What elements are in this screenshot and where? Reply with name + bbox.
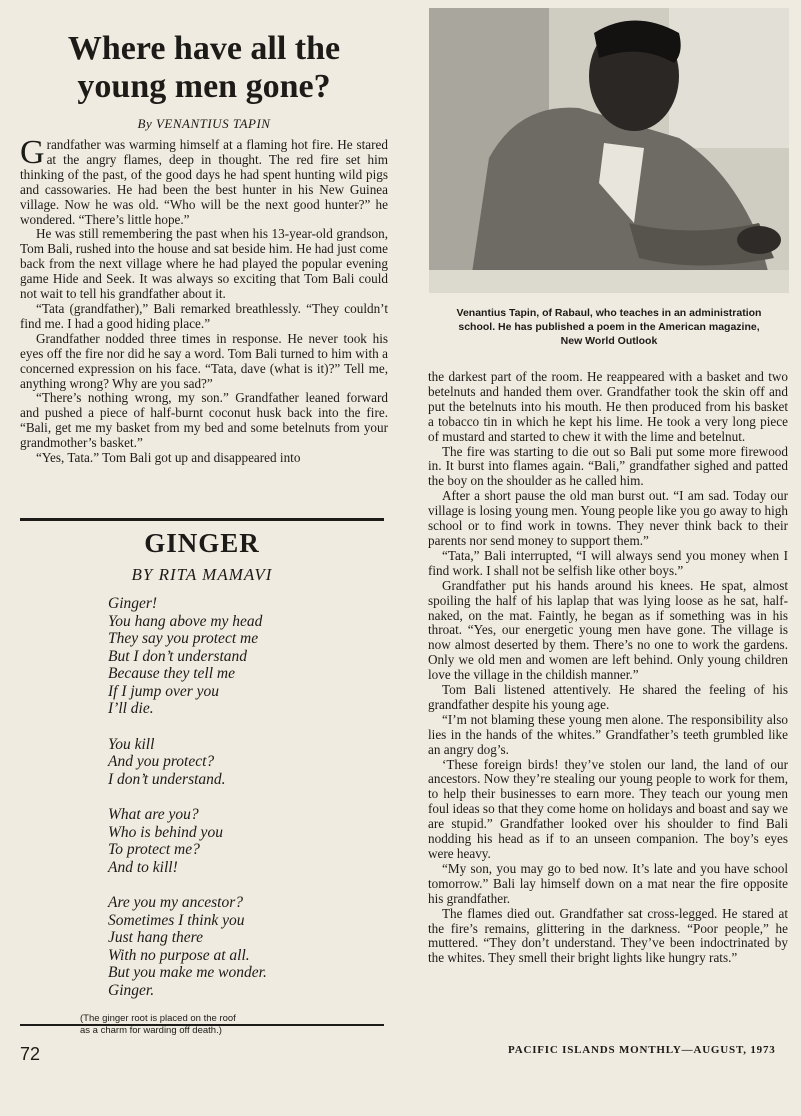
poem-bottom-rule: [20, 1024, 384, 1026]
article-paragraph: He was still remembering the past when his 13-year-old grandson, Tom Bali, rushed into the house and sat beside him. He had just come back from the next village where he had played the popular evening game Hide and Seek. It was always so exciting that Tom Bali could not wait to tell his grandfather about it.: [20, 226, 388, 302]
article-paragraph: “Tata,” Bali interrupted, “I will always send you money when I find work. I shall not be selfish like other boys.”: [428, 547, 788, 578]
article-paragraph: “Tata (grandfather),” Bali remarked breathlessly. “They couldn’t find me. I had a good hiding place.”: [20, 300, 388, 331]
running-footer: PACIFIC ISLANDS MONTHLY—AUGUST, 1973: [508, 1044, 776, 1056]
article-paragraph: “I’m not blaming these young men alone. The responsibility also lies in the hands of the whites.” Grandfather’s teeth grumbled like an angry dog’s.: [428, 711, 788, 757]
poem-stanza: [108, 595, 384, 718]
poem-line: With no purpose at all.: [108, 946, 250, 964]
poem-stanza: [108, 736, 384, 789]
poem-stanza: [108, 806, 384, 876]
poem-author: BY RITA MAMAVI: [131, 565, 273, 584]
photo-caption-line: school. He has published a poem in the American magazine,: [458, 321, 760, 333]
poem-line: I don’t understand.: [108, 770, 226, 788]
poem-box: [20, 528, 384, 1037]
poem-text: [108, 595, 384, 999]
article-paragraph: Grandfather nodded three times in response. He never took his eyes off the fire nor did he say a word. Tom Bali turned to him with a concerned expression on his face. “Tata, dave (what is it)?” Tell me, anything wrong? Why are you sad?”: [20, 330, 388, 391]
poem-line: Sometimes I think you: [108, 911, 245, 929]
article-paragraph: “Yes, Tata.” Tom Bali got up and disappeared into: [36, 450, 301, 466]
article-paragraph: After a short pause the old man burst out. “I am sad. Today our village is losing young men. Young people like you go away to high school or to find work in towns. They never think back to their parents nor send money to support them.”: [428, 488, 788, 548]
article-paragraph: Tom Bali listened attentively. He shared the feeling of his grandfather despite his young age.: [428, 682, 788, 712]
poem-line: But I don’t understand: [108, 647, 248, 665]
poem-line: Ginger.: [108, 981, 155, 999]
poem-line: Are you my ancestor?: [108, 894, 244, 911]
poem-footnote-line: (The ginger root is placed on the roof: [80, 1013, 236, 1024]
poem-line: Because they tell me: [108, 665, 235, 682]
article-left-column: [20, 30, 388, 466]
poem-line: They say you protect me: [108, 630, 259, 647]
poem-title: GINGER: [144, 528, 260, 558]
article-title: [20, 30, 388, 106]
poem-line: What are you?: [108, 806, 199, 823]
article-paragraph: “My son, you may go to bed now. It’s late and you have school tomorrow.” Bali lay himself down on a mat near the fire opposite his grandfather.: [428, 860, 788, 906]
poem-top-rule: [20, 518, 384, 521]
photo-caption-line: Venantius Tapin, of Rabaul, who teaches in an administration: [456, 307, 762, 319]
poem-line: You hang above my head: [108, 612, 263, 630]
article-body-left: [20, 134, 388, 466]
article-paragraph: ‘These foreign birds! they’ve stolen our land, the land of our ancestors. Now they’re stealing our young people to work for them, to help their businesses to earn more. They teach our young men foul ideas so that they come home on holidays and boast and say we are stupid.” Grandfather looked over his shoulder to find Bali nodding his head as if to an unseen companion. The boy’s eyes were heavy.: [428, 756, 789, 861]
article-paragraph: Grandfather was warming himself at a flaming hot fire. He stared at the angry flames, deep in thought. The red fire set him thinking of the past, of the good days he had spent hunting wild pigs and cassowaries. He had been the best hunter in his New Guinea village. Now he was old. “Who will be the next good hunter?” he wondered. “There’s little hope.”: [20, 134, 388, 227]
poem-line: Ginger!: [108, 595, 158, 612]
poem-footnote-line: as a charm for warding off death.): [80, 1025, 222, 1036]
poem-line: But you make me wonder.: [108, 964, 267, 981]
photo-caption: [425, 306, 793, 348]
photo-caption-line: New World Outlook: [560, 335, 658, 347]
poem-line: Who is behind you: [108, 823, 223, 841]
poem-stanza: [108, 894, 384, 999]
article-paragraph: The fire was starting to die out so Bali put some more firewood in. It burst into flames again. “Bali,” grandfather sighed and patted the boy on the shoulder as he called him.: [428, 443, 788, 489]
author-photo-illustration: [429, 8, 789, 293]
article-paragraph: the darkest part of the room. He reappeared with a basket and two betelnuts and handed them over. Grandfather took the skin off and put the betelnuts into his mouth. He then produced from his basket a tobacco tin in which he kept his lime. He took a very long piece of mustard and started to chew it with the lime and betelnut.: [428, 369, 788, 444]
page-number: 72: [20, 1044, 41, 1064]
article-paragraph: “There’s nothing wrong, my son.” Grandfather leaned forward and pushed a piece of half-burnt coconut husk back into the fire. “Bali, get me my basket from my bed and some betelnuts from your grandmother’s basket.”: [20, 390, 388, 451]
poem-line: To protect me?: [108, 841, 200, 858]
poem-line: And to kill!: [108, 858, 178, 876]
article-byline: By VENANTIUS TAPIN: [137, 116, 271, 131]
article-right-column: [428, 370, 788, 966]
drop-cap: G: [20, 134, 45, 171]
poem-line: And you protect?: [108, 753, 215, 770]
poem-line: Just hang there: [108, 929, 203, 946]
article-paragraph: The flames died out. Grandfather sat cross-legged. He stared at the fire’s remains, glittering in the darkness. “Poor people,” he muttered. “They don’t understand. They’ve been indoctrinated by the whites. They smell their bright lights like hungry rats.”: [428, 905, 788, 966]
poem-line: You kill: [108, 735, 155, 753]
article-title-line1: Where have all the: [67, 30, 341, 67]
article-title-line2: young men gone?: [77, 68, 331, 105]
article-paragraph: Grandfather put his hands around his knees. He spat, almost spoiling the half of his laplap that was lying loose as he sat, half-naked, on the mat. Faintly, he began as if something was in his throat. “Yes, our energetic young men have gone. The village is now almost deserted by them. There’s no one to work the gardens. Only we old men and women are left behind. Only young children love the village in the childish manner.”: [428, 577, 788, 683]
poem-line: I’ll die.: [108, 700, 154, 717]
author-photo: [429, 8, 789, 293]
poem-line: If I jump over you: [108, 682, 220, 700]
